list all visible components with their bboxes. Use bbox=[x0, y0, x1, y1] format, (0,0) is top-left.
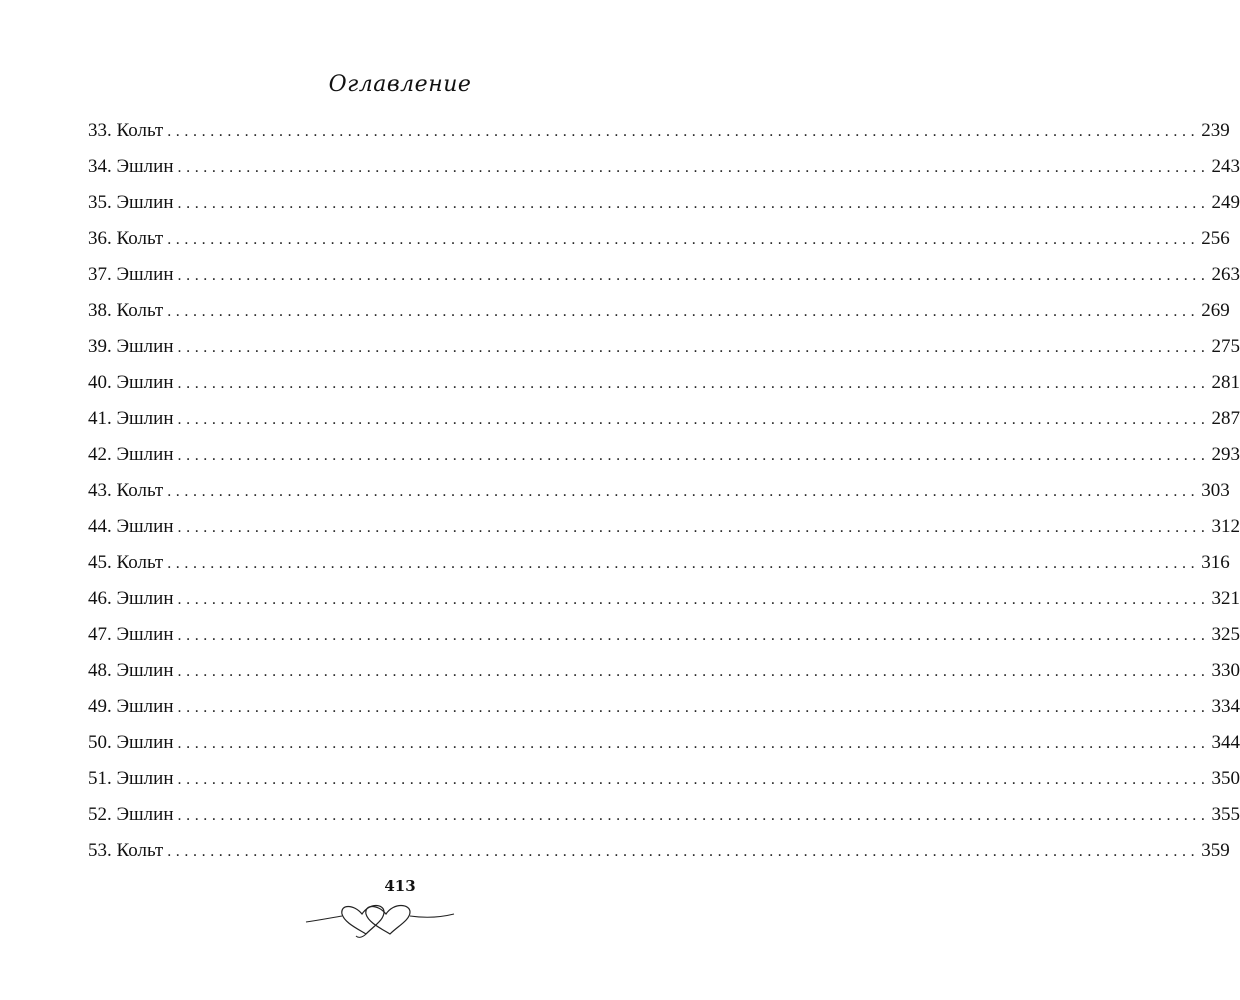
toc-entry-number: 50. bbox=[88, 731, 112, 753]
toc-leader-dots: ........................................................................................................................ bbox=[177, 375, 1210, 392]
toc-entry-page: 312 bbox=[1211, 515, 1240, 537]
toc-entry-name: Эшлин bbox=[116, 371, 174, 393]
intertwined-hearts-icon bbox=[300, 896, 460, 940]
toc-entry bbox=[88, 796, 1240, 832]
toc-entry-name: Кольт bbox=[116, 119, 164, 141]
toc-entry-title bbox=[88, 661, 178, 680]
toc-entry-number: 47. bbox=[88, 623, 112, 645]
toc-entry-name: Эшлин bbox=[116, 803, 174, 825]
toc-entry bbox=[88, 472, 1230, 508]
page-number: 413 bbox=[384, 877, 416, 895]
toc-leader-dots: ........................................................................................................................ bbox=[177, 411, 1210, 428]
toc-entry-number: 51. bbox=[88, 767, 112, 789]
toc-entry-number: 35. bbox=[88, 191, 112, 213]
table-of-contents bbox=[88, 112, 1240, 868]
toc-entry-number: 36. bbox=[88, 227, 112, 249]
toc-entry-name: Кольт bbox=[116, 299, 164, 321]
toc-entry-title bbox=[88, 553, 167, 572]
toc-leader-dots: ........................................................................................................................ bbox=[177, 807, 1210, 824]
toc-entry-title bbox=[88, 409, 178, 428]
toc-entry-title bbox=[88, 121, 167, 140]
toc-entry bbox=[88, 724, 1240, 760]
toc-entry-number: 43. bbox=[88, 479, 112, 501]
toc-entry-number: 45. bbox=[88, 551, 112, 573]
toc-leader-dots: ........................................................................................................................ bbox=[167, 483, 1200, 500]
toc-entry-number: 44. bbox=[88, 515, 112, 537]
toc-entry-name: Кольт bbox=[116, 479, 164, 501]
toc-entry-title bbox=[88, 337, 178, 356]
toc-entry-page: 293 bbox=[1211, 443, 1240, 465]
toc-entry bbox=[88, 580, 1240, 616]
toc-entry-title bbox=[88, 841, 167, 860]
toc-leader-dots: ........................................................................................................................ bbox=[177, 339, 1210, 356]
toc-leader-dots: ........................................................................................................................ bbox=[177, 663, 1210, 680]
toc-entry-name: Эшлин bbox=[116, 659, 174, 681]
toc-entry-title bbox=[88, 157, 178, 176]
toc-entry-title bbox=[88, 697, 178, 716]
toc-entry-title bbox=[88, 301, 167, 320]
toc-leader-dots: ........................................................................................................................ bbox=[177, 627, 1210, 644]
toc-entry-name: Эшлин bbox=[116, 515, 174, 537]
toc-entry-number: 48. bbox=[88, 659, 112, 681]
toc-leader-dots: ........................................................................................................................ bbox=[177, 267, 1210, 284]
toc-entry-number: 40. bbox=[88, 371, 112, 393]
toc-entry-page: 281 bbox=[1211, 371, 1240, 393]
toc-entry-name: Эшлин bbox=[116, 443, 174, 465]
toc-entry-page: 249 bbox=[1211, 191, 1240, 213]
toc-entry-title bbox=[88, 733, 178, 752]
toc-entry bbox=[88, 436, 1240, 472]
toc-leader-dots: ........................................................................................................................ bbox=[177, 771, 1210, 788]
toc-leader-dots: ........................................................................................................................ bbox=[177, 159, 1210, 176]
toc-entry-page: 350 bbox=[1211, 767, 1240, 789]
toc-entry-name: Эшлин bbox=[116, 767, 174, 789]
toc-entry-title bbox=[88, 589, 178, 608]
toc-leader-dots: ........................................................................................................................ bbox=[167, 303, 1200, 320]
toc-entry-title bbox=[88, 265, 178, 284]
toc-entry bbox=[88, 112, 1230, 148]
toc-entry bbox=[88, 688, 1240, 724]
toc-entry-name: Эшлин bbox=[116, 695, 174, 717]
toc-entry-page: 256 bbox=[1201, 227, 1230, 249]
toc-leader-dots: ........................................................................................................................ bbox=[177, 195, 1210, 212]
toc-entry bbox=[88, 652, 1240, 688]
toc-leader-dots: ........................................................................................................................ bbox=[177, 447, 1210, 464]
toc-entry bbox=[88, 616, 1240, 652]
toc-entry-page: 287 bbox=[1211, 407, 1240, 429]
toc-entry-page: 316 bbox=[1201, 551, 1230, 573]
toc-entry-name: Эшлин bbox=[116, 731, 174, 753]
toc-entry-title bbox=[88, 445, 178, 464]
toc-entry-number: 39. bbox=[88, 335, 112, 357]
toc-entry bbox=[88, 508, 1240, 544]
toc-entry bbox=[88, 184, 1240, 220]
page-title: Оглавление bbox=[328, 72, 472, 97]
toc-entry-page: 243 bbox=[1211, 155, 1240, 177]
toc-entry-number: 37. bbox=[88, 263, 112, 285]
toc-entry bbox=[88, 760, 1240, 796]
toc-entry-title bbox=[88, 373, 178, 392]
toc-leader-dots: ........................................................................................................................ bbox=[167, 555, 1200, 572]
toc-entry-name: Кольт bbox=[116, 839, 164, 861]
toc-entry-name: Эшлин bbox=[116, 335, 174, 357]
toc-entry-page: 355 bbox=[1211, 803, 1240, 825]
toc-entry-title bbox=[88, 481, 167, 500]
toc-entry-title bbox=[88, 193, 178, 212]
toc-entry-page: 321 bbox=[1211, 587, 1240, 609]
toc-entry-page: 325 bbox=[1211, 623, 1240, 645]
toc-entry bbox=[88, 292, 1230, 328]
toc-entry-number: 41. bbox=[88, 407, 112, 429]
toc-entry bbox=[88, 832, 1230, 868]
toc-entry-number: 49. bbox=[88, 695, 112, 717]
toc-entry-title bbox=[88, 517, 178, 536]
toc-leader-dots: ........................................................................................................................ bbox=[177, 591, 1210, 608]
toc-entry-name: Эшлин bbox=[116, 587, 174, 609]
toc-entry bbox=[88, 544, 1230, 580]
toc-leader-dots: ........................................................................................................................ bbox=[177, 735, 1210, 752]
toc-entry-page: 263 bbox=[1211, 263, 1240, 285]
toc-entry-name: Эшлин bbox=[116, 263, 174, 285]
toc-entry bbox=[88, 400, 1240, 436]
toc-entry-name: Кольт bbox=[116, 227, 164, 249]
toc-entry-page: 334 bbox=[1211, 695, 1240, 717]
toc-entry-title bbox=[88, 805, 178, 824]
toc-entry bbox=[88, 256, 1240, 292]
toc-entry-number: 53. bbox=[88, 839, 112, 861]
toc-entry-name: Эшлин bbox=[116, 407, 174, 429]
toc-leader-dots: ........................................................................................................................ bbox=[177, 699, 1210, 716]
toc-entry-number: 34. bbox=[88, 155, 112, 177]
toc-entry-page: 239 bbox=[1201, 119, 1230, 141]
toc-entry-number: 42. bbox=[88, 443, 112, 465]
toc-entry-page: 303 bbox=[1201, 479, 1230, 501]
toc-entry-page: 344 bbox=[1211, 731, 1240, 753]
toc-entry bbox=[88, 148, 1240, 184]
toc-entry bbox=[88, 364, 1240, 400]
toc-entry-number: 46. bbox=[88, 587, 112, 609]
toc-entry-number: 33. bbox=[88, 119, 112, 141]
toc-entry-number: 38. bbox=[88, 299, 112, 321]
toc-entry-title bbox=[88, 229, 167, 248]
toc-leader-dots: ........................................................................................................................ bbox=[167, 231, 1200, 248]
toc-entry-page: 275 bbox=[1211, 335, 1240, 357]
toc-leader-dots: ........................................................................................................................ bbox=[177, 519, 1210, 536]
toc-leader-dots: ........................................................................................................................ bbox=[167, 123, 1200, 140]
toc-entry bbox=[88, 220, 1230, 256]
toc-entry-page: 359 bbox=[1201, 839, 1230, 861]
toc-entry-title bbox=[88, 769, 178, 788]
toc-entry-name: Эшлин bbox=[116, 623, 174, 645]
toc-entry-name: Эшлин bbox=[116, 191, 174, 213]
toc-entry-number: 52. bbox=[88, 803, 112, 825]
toc-entry-title bbox=[88, 625, 178, 644]
toc-entry bbox=[88, 328, 1240, 364]
toc-entry-page: 330 bbox=[1211, 659, 1240, 681]
toc-leader-dots: ........................................................................................................................ bbox=[167, 843, 1200, 860]
toc-entry-page: 269 bbox=[1201, 299, 1230, 321]
toc-entry-name: Эшлин bbox=[116, 155, 174, 177]
toc-entry-name: Кольт bbox=[116, 551, 164, 573]
